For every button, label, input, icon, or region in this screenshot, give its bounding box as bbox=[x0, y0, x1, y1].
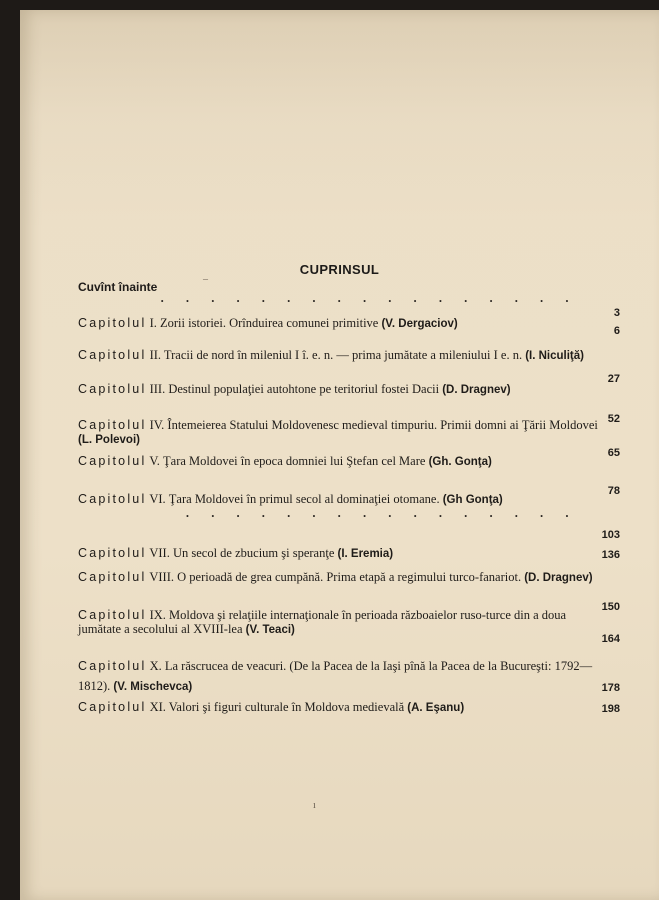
stray-mark: – bbox=[203, 274, 208, 285]
entry-author: (V. Dergaciov) bbox=[381, 318, 458, 330]
entry-text: VII. Un secol de zbucium şi speranţe bbox=[149, 546, 335, 560]
entry-text: I. Zorii istoriei. Orînduirea comunei primitive bbox=[149, 316, 379, 330]
page-title: CUPRINSUL bbox=[299, 262, 380, 277]
entry-lead: Capitolul bbox=[78, 454, 147, 468]
entry-lead: Capitolul bbox=[78, 418, 147, 432]
table-of-contents bbox=[78, 280, 620, 720]
page-number: 3 bbox=[613, 307, 620, 319]
entry-text: II. Tracii de nord în mileniul I î. e. n. — prima jumătate a mileniului I e. n. bbox=[149, 348, 523, 362]
entry-lead: Capitolul bbox=[78, 700, 147, 714]
page-number: 178 bbox=[601, 682, 620, 694]
entry-lead: Capitolul bbox=[78, 382, 147, 396]
entry-author: (L. Polevoi) bbox=[78, 434, 140, 446]
page-number: 164 bbox=[601, 633, 620, 645]
entry-lead: Capitolul bbox=[78, 608, 147, 622]
entry-lead: Capitolul bbox=[78, 348, 147, 362]
page-number: 52 bbox=[607, 413, 620, 425]
toc-entry-chapter-8 bbox=[78, 570, 620, 613]
leader-dots: · · · · · · · · · · · · · · · · bbox=[185, 509, 578, 523]
entry-author: (Gh Gonţa) bbox=[442, 494, 503, 506]
entry-text: VI. Ţara Moldovei în primul secol al dominaţiei otomane. bbox=[149, 492, 440, 506]
stray-mark: ı bbox=[313, 800, 316, 811]
entry-text: IV. Întemeierea Statului Moldovenesc medieval timpuriu. Primii domni ai Ţării Moldovei bbox=[149, 418, 598, 432]
toc-entry-chapter-2 bbox=[78, 348, 620, 385]
toc-entry-chapter-6 bbox=[78, 492, 620, 546]
entry-text: VIII. O perioadă de grea cumpănă. Prima etapă a regimului turco-fanariot. bbox=[149, 570, 522, 584]
toc-entry-chapter-10 bbox=[78, 656, 620, 700]
entry-text: III. Destinul populaţiei autohtone pe teritoriul fostei Dacii bbox=[149, 382, 440, 396]
entry-author: (Gh. Gonţa) bbox=[428, 456, 492, 468]
toc-entry-chapter-9 bbox=[78, 608, 620, 656]
entry-author: (A. Eşanu) bbox=[407, 702, 465, 714]
toc-entry-chapter-11 bbox=[78, 700, 620, 720]
entry-author: (V. Teaci) bbox=[245, 624, 295, 636]
book-page bbox=[20, 10, 659, 900]
entry-lead: Capitolul bbox=[78, 316, 147, 330]
page-number: 136 bbox=[601, 549, 620, 561]
page-number: 150 bbox=[601, 601, 620, 613]
entry-lead: Capitolul bbox=[78, 659, 147, 673]
entry-lead: Capitolul bbox=[78, 492, 147, 506]
toc-entry-chapter-1 bbox=[78, 316, 620, 348]
entry-author: (V. Mischevca) bbox=[113, 681, 193, 693]
page-number: 198 bbox=[601, 703, 620, 715]
entry-lead: Capitolul bbox=[78, 570, 147, 584]
entry-author: (D. Dragnev) bbox=[524, 572, 593, 584]
page-number: 103 bbox=[601, 529, 620, 541]
entry-lead: Capitolul bbox=[78, 546, 147, 560]
toc-entry-chapter-5 bbox=[78, 454, 620, 497]
toc-entry-foreword bbox=[78, 280, 620, 319]
entry-text: V. Ţara Moldovei în epoca domniei lui Ştefan cel Mare bbox=[149, 454, 426, 468]
page-number: 6 bbox=[613, 325, 620, 337]
page-number: 65 bbox=[607, 447, 620, 459]
entry-text: IX. Moldova şi relaţiile internaţionale în perioada războaielor ruso-turce din a doua jumătate a secolului al XVIII-lea bbox=[78, 608, 567, 636]
print-bleed-through bbox=[20, 10, 659, 230]
toc-entry-chapter-7 bbox=[78, 546, 620, 570]
entry-text: XI. Valori şi figuri culturale în Moldova medievală bbox=[149, 700, 405, 714]
entry-author: (I. Niculiţă) bbox=[525, 350, 584, 362]
entry-author: (I. Eremia) bbox=[337, 548, 394, 560]
entry-text: X. La răscrucea de veacuri. (De la Pacea de la Iaşi pînă la Pacea de la Bucureşti: 1792—1812). bbox=[78, 659, 593, 693]
page-number: 27 bbox=[607, 373, 620, 385]
entry-lead: Cuvînt înainte bbox=[78, 280, 158, 294]
leader-dots: · · · · · · · · · · · · · · · · · bbox=[160, 294, 578, 308]
entry-author: (D. Dragnev) bbox=[442, 384, 511, 396]
page-number: 78 bbox=[607, 485, 620, 497]
